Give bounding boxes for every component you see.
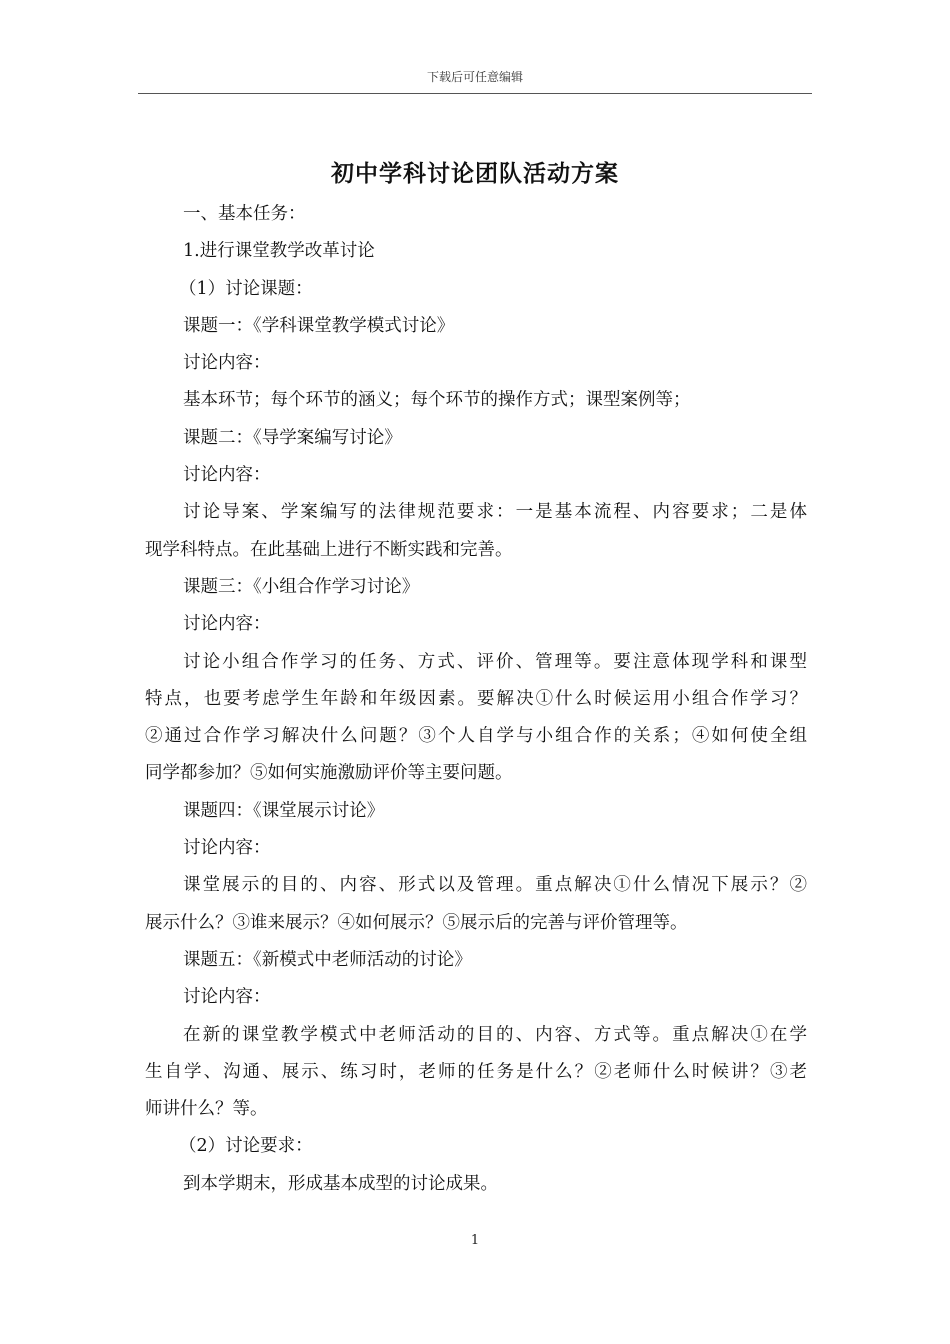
topic-2-title: 课题二：《导学案编写讨论》 — [183, 427, 402, 448]
topic-3-content-line: 讨论小组合作学习的任务、方式、评价、管理等。要注意体现学科和课型 — [183, 651, 807, 672]
topic-4-content-label: 讨论内容： — [183, 838, 271, 859]
topic-5-content-line: 在新的课堂教学模式中老师活动的目的、内容、方式等。重点解决①在学 — [183, 1024, 807, 1045]
topic-2-content-line: 讨论导案、学案编写的法律规范要求：一是基本流程、内容要求；二是体 — [183, 502, 807, 523]
subsection-topics-heading: （1）讨论课题： — [179, 278, 313, 299]
topic-2-content-line: 现学科特点。在此基础上进行不断实践和完善。 — [145, 539, 513, 560]
topic-2-content-label: 讨论内容： — [183, 465, 271, 486]
topic-1-content-label: 讨论内容： — [183, 353, 271, 374]
page-number: 1 — [470, 1233, 480, 1248]
topic-5-content-label: 讨论内容： — [183, 987, 271, 1008]
header-divider — [138, 93, 812, 94]
task-1-heading: 1.进行课堂教学改革讨论 — [183, 241, 375, 262]
page-header: 下载后可任意编辑 — [426, 70, 523, 84]
topic-1-title: 课题一：《学科课堂教学模式讨论》 — [183, 315, 455, 336]
topic-5-content-line: 生自学、沟通、展示、练习时，老师的任务是什么？②老师什么时候讲？③老 — [145, 1061, 807, 1082]
topic-4-title: 课题四：《课堂展示讨论》 — [183, 800, 385, 821]
topic-3-content-line: 特点，也要考虑学生年龄和年级因素。要解决①什么时候运用小组合作学习？ — [145, 688, 807, 709]
topic-4-content-line: 课堂展示的目的、内容、形式以及管理。重点解决①什么情况下展示？② — [183, 875, 807, 896]
topic-5-title: 课题五：《新模式中老师活动的讨论》 — [183, 949, 472, 970]
topic-5-content-line: 师讲什么？等。 — [145, 1099, 268, 1120]
topic-1-content: 基本环节；每个环节的涵义；每个环节的操作方式；课型案例等； — [183, 390, 691, 411]
requirements-content: 到本学期末，形成基本成型的讨论成果。 — [183, 1173, 498, 1194]
topic-3-title: 课题三：《小组合作学习讨论》 — [183, 576, 420, 597]
section-heading-basic-tasks: 一、基本任务： — [183, 204, 306, 224]
topic-4-content-line: 展示什么？③谁来展示？④如何展示？⑤展示后的完善与评价管理等。 — [145, 912, 688, 933]
subsection-requirements-heading: （2）讨论要求： — [179, 1136, 313, 1157]
document-title: 初中学科讨论团队活动方案 — [331, 160, 619, 187]
topic-3-content-label: 讨论内容： — [183, 614, 271, 635]
document-body — [145, 196, 807, 1203]
topic-3-content-line: ②通过合作学习解决什么问题？③个人自学与小组合作的关系；④如何使全组 — [145, 726, 807, 747]
topic-3-content-line: 同学都参加？⑤如何实施激励评价等主要问题。 — [145, 763, 513, 784]
